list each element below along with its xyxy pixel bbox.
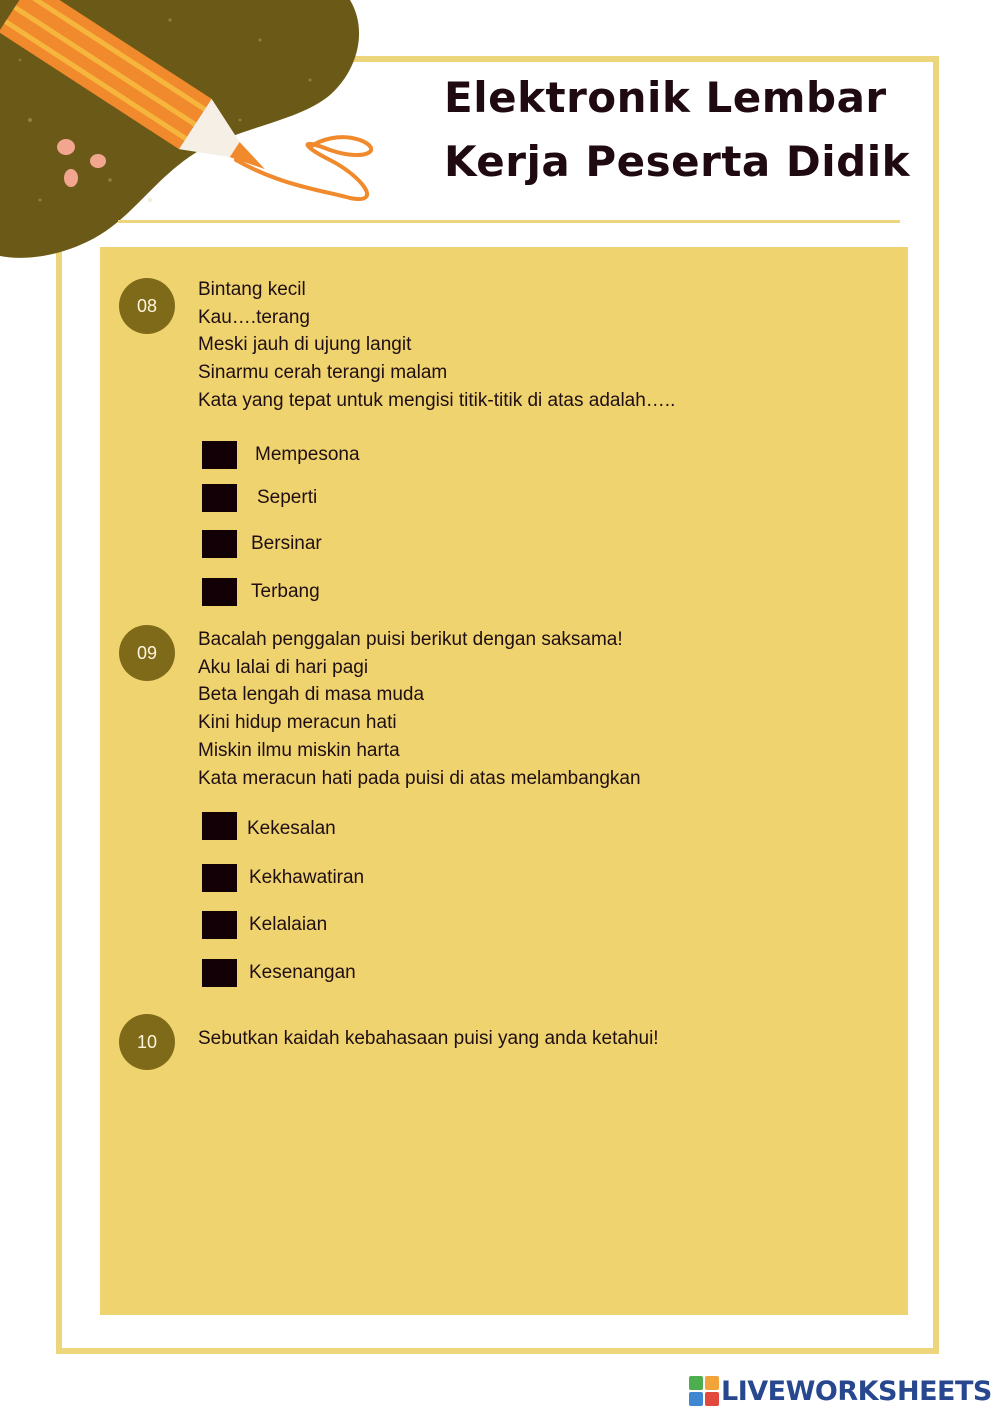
question-line: Kata meracun hati pada puisi di atas melambangkan: [198, 767, 641, 789]
answer-label: Terbang: [251, 581, 320, 602]
question-line: Sebutkan kaidah kebahasaan puisi yang anda ketahui!: [198, 1028, 659, 1049]
answer-checkbox[interactable]: [202, 484, 237, 512]
answer-option[interactable]: [202, 578, 320, 606]
answer-option[interactable]: [202, 864, 364, 892]
question-text: [198, 276, 675, 415]
liveworksheets-logo-icon: [689, 1376, 719, 1406]
answer-label: Kekesalan: [247, 818, 336, 839]
question-line: Kini hidup meracun hati: [198, 712, 397, 734]
answer-label: Kesenangan: [249, 962, 356, 983]
answer-checkbox[interactable]: [202, 911, 237, 939]
answer-label: Seperti: [257, 487, 318, 508]
title-line-2: Kerja Peserta Didik: [444, 137, 911, 186]
answer-label: Mempesona: [255, 444, 360, 465]
answer-checkbox[interactable]: [202, 812, 237, 840]
answer-label: Bersinar: [251, 533, 322, 554]
question-line: Aku lalai di hari pagi: [198, 656, 369, 678]
question-line: Bintang kecil: [198, 279, 306, 300]
question-line: Kata yang tepat untuk mengisi titik-titik di atas adalah…..: [198, 389, 676, 411]
answer-option[interactable]: [202, 484, 317, 512]
question-number-badge: 08: [119, 278, 175, 334]
question-text: [198, 626, 641, 792]
question-line: Sinarmu cerah terangi malam: [198, 362, 448, 384]
page-title: [444, 66, 914, 194]
answer-checkbox[interactable]: [202, 441, 237, 469]
question-line: Miskin ilmu miskin harta: [198, 739, 400, 761]
question-line: Kau….terang: [198, 306, 310, 328]
answer-checkbox[interactable]: [202, 530, 237, 558]
answer-label: Kelalaian: [249, 914, 328, 935]
title-line-1: Elektronik Lembar: [444, 73, 887, 122]
title-divider: [118, 220, 900, 223]
answer-option[interactable]: [202, 959, 356, 987]
brand-name: LIVEWORKSHEETS: [721, 1375, 992, 1407]
answer-checkbox[interactable]: [202, 864, 237, 892]
question-text: [198, 1025, 659, 1053]
answer-checkbox[interactable]: [202, 578, 237, 606]
question-number-badge: 09: [119, 625, 175, 681]
answer-checkbox[interactable]: [202, 959, 237, 987]
answer-option[interactable]: [202, 441, 360, 469]
answer-option[interactable]: [202, 911, 327, 939]
liveworksheets-brand[interactable]: [689, 1374, 992, 1408]
question-number-badge: 10: [119, 1014, 175, 1070]
question-line: Bacalah penggalan puisi berikut dengan saksama!: [198, 629, 623, 650]
question-line: Meski jauh di ujung langit: [198, 334, 412, 356]
answer-label: Kekhawatiran: [249, 867, 365, 888]
answer-option[interactable]: [202, 812, 336, 840]
answer-option[interactable]: [202, 530, 322, 558]
question-line: Beta lengah di masa muda: [198, 684, 425, 706]
